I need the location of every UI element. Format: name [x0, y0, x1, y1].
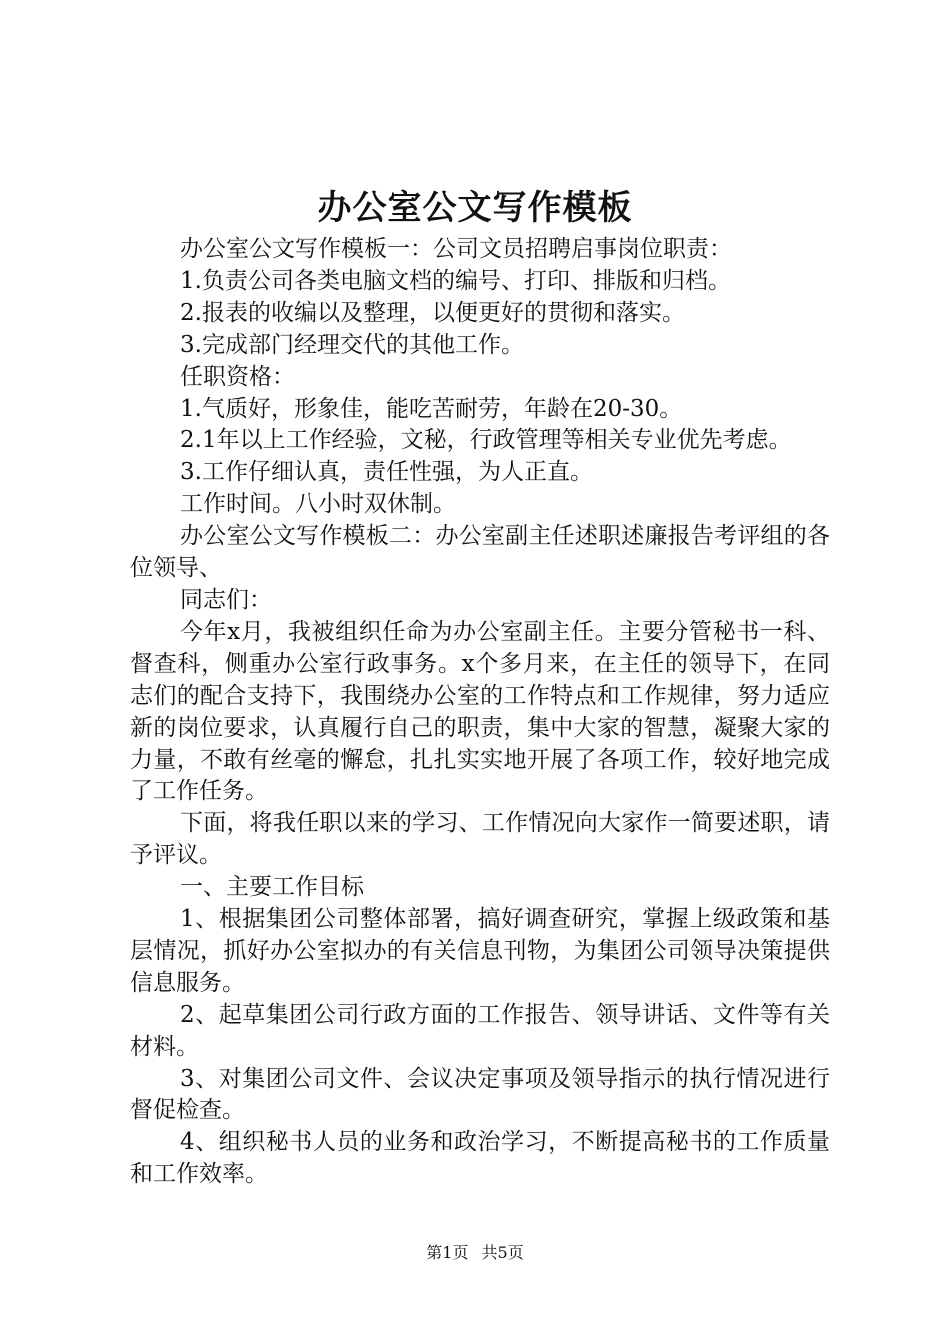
paragraph: 3.完成部门经理交代的其他工作。 [180, 331, 524, 358]
paragraph: 办公室公文写作模板一：公司文员招聘启事岗位职责： [180, 236, 732, 262]
paragraph: 3、对集团公司文件、会议决定事项及领导指示的执行情况进行督促检查。 [130, 1065, 830, 1124]
paragraph: 3.工作仔细认真，责任性强，为人正直。 [180, 459, 593, 486]
page-footer [0, 1242, 950, 1264]
paragraph: 下面，将我任职以来的学习、工作情况向大家作一简要述职，请予评议。 [130, 810, 830, 869]
paragraph: 今年x月，我被组织任命为办公室副主任。主要分管秘书一科、督查科，侧重办公室行政事务。x个多月来，在主任的领导下，在同志们的配合支持下，我围绕办公室的工作特点和工作规律，努力适应新的岗位要求，认真履行自己的职责，集中大家的智慧，凝聚大家的力量，不敢有丝毫的懈怠，扎扎实实地开展了各项工作，较好地完成了工作任务。 [130, 618, 830, 805]
paragraph: 4、组织秘书人员的业务和政治学习，不断提高秘书的工作质量和工作效率。 [130, 1129, 830, 1188]
paragraph: 办公室公文写作模板二：办公室副主任述职述廉报告考评组的各位领导、 [130, 523, 830, 582]
paragraph: 2、起草集团公司行政方面的工作报告、领导讲话、文件等有关材料。 [130, 1001, 830, 1060]
document-body [130, 234, 830, 1191]
page-number: 第1页 [426, 1243, 469, 1262]
paragraph: 2.报表的收编以及整理，以便更好的贯彻和落实。 [180, 299, 685, 326]
page-total: 共5页 [481, 1243, 524, 1262]
paragraph: 1.负责公司各类电脑文档的编号、打印、排版和归档。 [180, 267, 731, 294]
document-title: 办公室公文写作模板 [317, 188, 633, 228]
paragraph: 同志们： [180, 586, 272, 613]
paragraph: 任职资格： [180, 363, 295, 390]
paragraph: 1.气质好，形象佳，能吃苦耐劳，年龄在20-30。 [180, 395, 683, 422]
paragraph: 2.1年以上工作经验，文秘，行政管理等相关专业优先考虑。 [180, 427, 792, 454]
paragraph: 工作时间。八小时双休制。 [180, 491, 456, 518]
paragraph: 一、主要工作目标 [180, 874, 364, 901]
paragraph: 1、根据集团公司整体部署，搞好调查研究，掌握上级政策和基层情况，抓好办公室拟办的有关信息刊物，为集团公司领导决策提供信息服务。 [130, 906, 830, 996]
